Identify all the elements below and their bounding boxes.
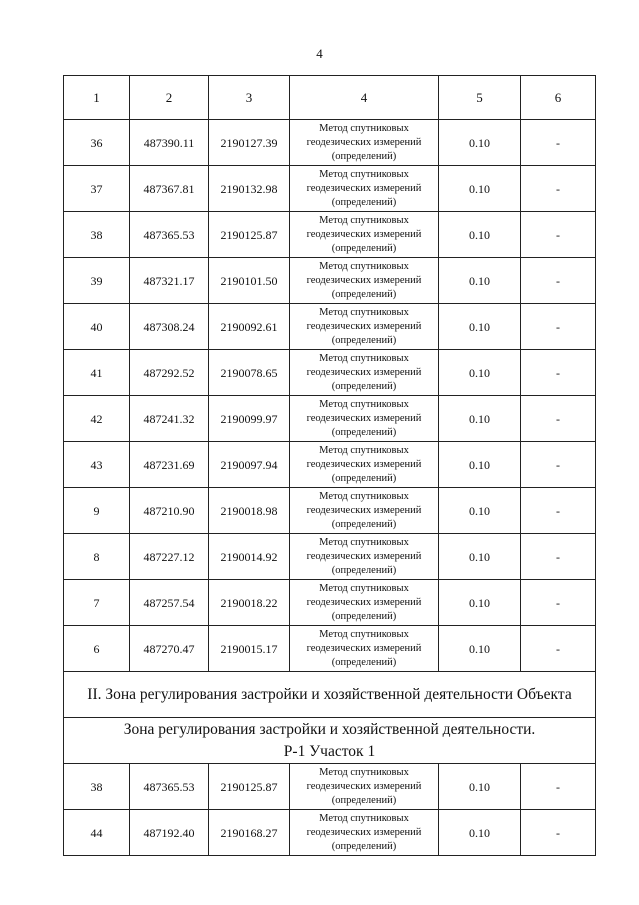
note-cell: -: [521, 166, 596, 212]
y-coordinate-cell: 2190014.92: [209, 534, 290, 580]
y-coordinate-cell: 2190018.22: [209, 580, 290, 626]
note-cell: -: [521, 258, 596, 304]
table-row: [64, 396, 596, 442]
x-coordinate-cell: 487241.32: [130, 396, 209, 442]
method-line: геодезических измерений: [306, 826, 422, 838]
method-line: геодезических измерений: [306, 274, 422, 286]
subsection-title-line: Зона регулирования застройки и хозяйственной деятельности.: [123, 720, 536, 738]
method-line: Метод спутниковых: [319, 168, 409, 180]
table-row: [64, 258, 596, 304]
method-line: Метод спутниковых: [319, 536, 409, 548]
method-cell: [290, 166, 439, 212]
method-line: (определений): [331, 794, 397, 806]
method-line: геодезических измерений: [306, 504, 422, 516]
point-number-cell: 9: [64, 488, 130, 534]
accuracy-cell: 0.10: [439, 396, 521, 442]
accuracy-cell: 0.10: [439, 212, 521, 258]
method-line: Метод спутниковых: [319, 398, 409, 410]
x-coordinate-cell: 487365.53: [130, 764, 209, 810]
table-row: [64, 488, 596, 534]
table-row: [64, 120, 596, 166]
method-line: Метод спутниковых: [319, 628, 409, 640]
point-number-cell: 7: [64, 580, 130, 626]
accuracy-cell: 0.10: [439, 488, 521, 534]
method-cell: [290, 212, 439, 258]
table-row: [64, 442, 596, 488]
accuracy-cell: 0.10: [439, 304, 521, 350]
x-coordinate-cell: 487257.54: [130, 580, 209, 626]
section-heading-row: [64, 672, 596, 718]
x-coordinate-cell: 487390.11: [130, 120, 209, 166]
method-cell: [290, 488, 439, 534]
note-cell: -: [521, 304, 596, 350]
method-cell: [290, 120, 439, 166]
point-number-cell: 44: [64, 810, 130, 856]
note-cell: -: [521, 120, 596, 166]
method-cell: [290, 304, 439, 350]
note-cell: -: [521, 212, 596, 258]
method-line: Метод спутниковых: [319, 260, 409, 272]
method-line: (определений): [331, 334, 397, 346]
y-coordinate-cell: 2190125.87: [209, 764, 290, 810]
method-line: Метод спутниковых: [319, 214, 409, 226]
y-coordinate-cell: 2190125.87: [209, 212, 290, 258]
note-cell: -: [521, 580, 596, 626]
y-coordinate-cell: 2190097.94: [209, 442, 290, 488]
x-coordinate-cell: 487321.17: [130, 258, 209, 304]
accuracy-cell: 0.10: [439, 580, 521, 626]
method-line: (определений): [331, 610, 397, 622]
method-line: Метод спутниковых: [319, 812, 409, 824]
point-number-cell: 37: [64, 166, 130, 212]
table-row: [64, 626, 596, 672]
y-coordinate-cell: 2190168.27: [209, 810, 290, 856]
point-number-cell: 6: [64, 626, 130, 672]
method-line: Метод спутниковых: [319, 444, 409, 456]
accuracy-cell: 0.10: [439, 764, 521, 810]
x-coordinate-cell: 487227.12: [130, 534, 209, 580]
method-line: геодезических измерений: [306, 780, 422, 792]
method-line: (определений): [331, 840, 397, 852]
column-header: 5: [439, 76, 521, 120]
page-number: 4: [316, 46, 323, 61]
method-line: (определений): [331, 380, 397, 392]
method-cell: [290, 534, 439, 580]
method-line: Метод спутниковых: [319, 490, 409, 502]
method-cell: [290, 442, 439, 488]
method-line: геодезических измерений: [306, 642, 422, 654]
y-coordinate-cell: 2190015.17: [209, 626, 290, 672]
accuracy-cell: 0.10: [439, 810, 521, 856]
accuracy-cell: 0.10: [439, 534, 521, 580]
method-line: Метод спутниковых: [319, 122, 409, 134]
section-title: II. Зона регулирования застройки и хозяйственной деятельности Объекта: [64, 672, 596, 718]
subsection-heading-row: [64, 718, 596, 764]
subsection-title-line: Р-1 Участок 1: [283, 742, 376, 760]
method-cell: [290, 350, 439, 396]
method-line: (определений): [331, 426, 397, 438]
method-line: (определений): [331, 242, 397, 254]
method-line: (определений): [331, 472, 397, 484]
x-coordinate-cell: 487292.52: [130, 350, 209, 396]
column-header: 6: [521, 76, 596, 120]
point-number-cell: 40: [64, 304, 130, 350]
point-number-cell: 38: [64, 764, 130, 810]
coordinates-table: [63, 75, 596, 856]
accuracy-cell: 0.10: [439, 350, 521, 396]
table-body: [64, 76, 596, 856]
y-coordinate-cell: 2190101.50: [209, 258, 290, 304]
method-line: геодезических измерений: [306, 366, 422, 378]
table-row: [64, 304, 596, 350]
x-coordinate-cell: 487308.24: [130, 304, 209, 350]
method-line: (определений): [331, 150, 397, 162]
note-cell: -: [521, 810, 596, 856]
column-header: 2: [130, 76, 209, 120]
method-cell: [290, 580, 439, 626]
method-line: (определений): [331, 656, 397, 668]
point-number-cell: 36: [64, 120, 130, 166]
method-cell: [290, 626, 439, 672]
point-number-cell: 43: [64, 442, 130, 488]
table-row: [64, 764, 596, 810]
method-line: (определений): [331, 518, 397, 530]
column-header: 3: [209, 76, 290, 120]
method-line: Метод спутниковых: [319, 352, 409, 364]
table-row: [64, 534, 596, 580]
method-line: (определений): [331, 288, 397, 300]
method-line: (определений): [331, 196, 397, 208]
accuracy-cell: 0.10: [439, 166, 521, 212]
method-line: Метод спутниковых: [319, 306, 409, 318]
note-cell: -: [521, 396, 596, 442]
method-line: геодезических измерений: [306, 182, 422, 194]
method-line: геодезических измерений: [306, 596, 422, 608]
table-row: [64, 580, 596, 626]
x-coordinate-cell: 487210.90: [130, 488, 209, 534]
point-number-cell: 38: [64, 212, 130, 258]
y-coordinate-cell: 2190132.98: [209, 166, 290, 212]
method-line: геодезических измерений: [306, 458, 422, 470]
note-cell: -: [521, 488, 596, 534]
column-header: 1: [64, 76, 130, 120]
method-line: геодезических измерений: [306, 320, 422, 332]
method-line: геодезических измерений: [306, 412, 422, 424]
y-coordinate-cell: 2190018.98: [209, 488, 290, 534]
method-line: Метод спутниковых: [319, 766, 409, 778]
x-coordinate-cell: 487192.40: [130, 810, 209, 856]
y-coordinate-cell: 2190092.61: [209, 304, 290, 350]
note-cell: -: [521, 534, 596, 580]
method-line: (определений): [331, 564, 397, 576]
method-line: геодезических измерений: [306, 228, 422, 240]
accuracy-cell: 0.10: [439, 442, 521, 488]
note-cell: -: [521, 350, 596, 396]
point-number-cell: 41: [64, 350, 130, 396]
x-coordinate-cell: 487367.81: [130, 166, 209, 212]
point-number-cell: 39: [64, 258, 130, 304]
point-number-cell: 8: [64, 534, 130, 580]
method-line: геодезических измерений: [306, 550, 422, 562]
table-row: [64, 212, 596, 258]
note-cell: -: [521, 442, 596, 488]
accuracy-cell: 0.10: [439, 258, 521, 304]
y-coordinate-cell: 2190078.65: [209, 350, 290, 396]
x-coordinate-cell: 487365.53: [130, 212, 209, 258]
table-row: [64, 810, 596, 856]
y-coordinate-cell: 2190127.39: [209, 120, 290, 166]
table-row: [64, 350, 596, 396]
method-cell: [290, 258, 439, 304]
column-header: 4: [290, 76, 439, 120]
x-coordinate-cell: 487270.47: [130, 626, 209, 672]
point-number-cell: 42: [64, 396, 130, 442]
note-cell: -: [521, 626, 596, 672]
accuracy-cell: 0.10: [439, 120, 521, 166]
table-header-row: [64, 76, 596, 120]
method-cell: [290, 764, 439, 810]
method-cell: [290, 396, 439, 442]
x-coordinate-cell: 487231.69: [130, 442, 209, 488]
method-line: геодезических измерений: [306, 136, 422, 148]
subsection-title: [64, 718, 596, 764]
table-row: [64, 166, 596, 212]
accuracy-cell: 0.10: [439, 626, 521, 672]
method-line: Метод спутниковых: [319, 582, 409, 594]
method-cell: [290, 810, 439, 856]
note-cell: -: [521, 764, 596, 810]
y-coordinate-cell: 2190099.97: [209, 396, 290, 442]
